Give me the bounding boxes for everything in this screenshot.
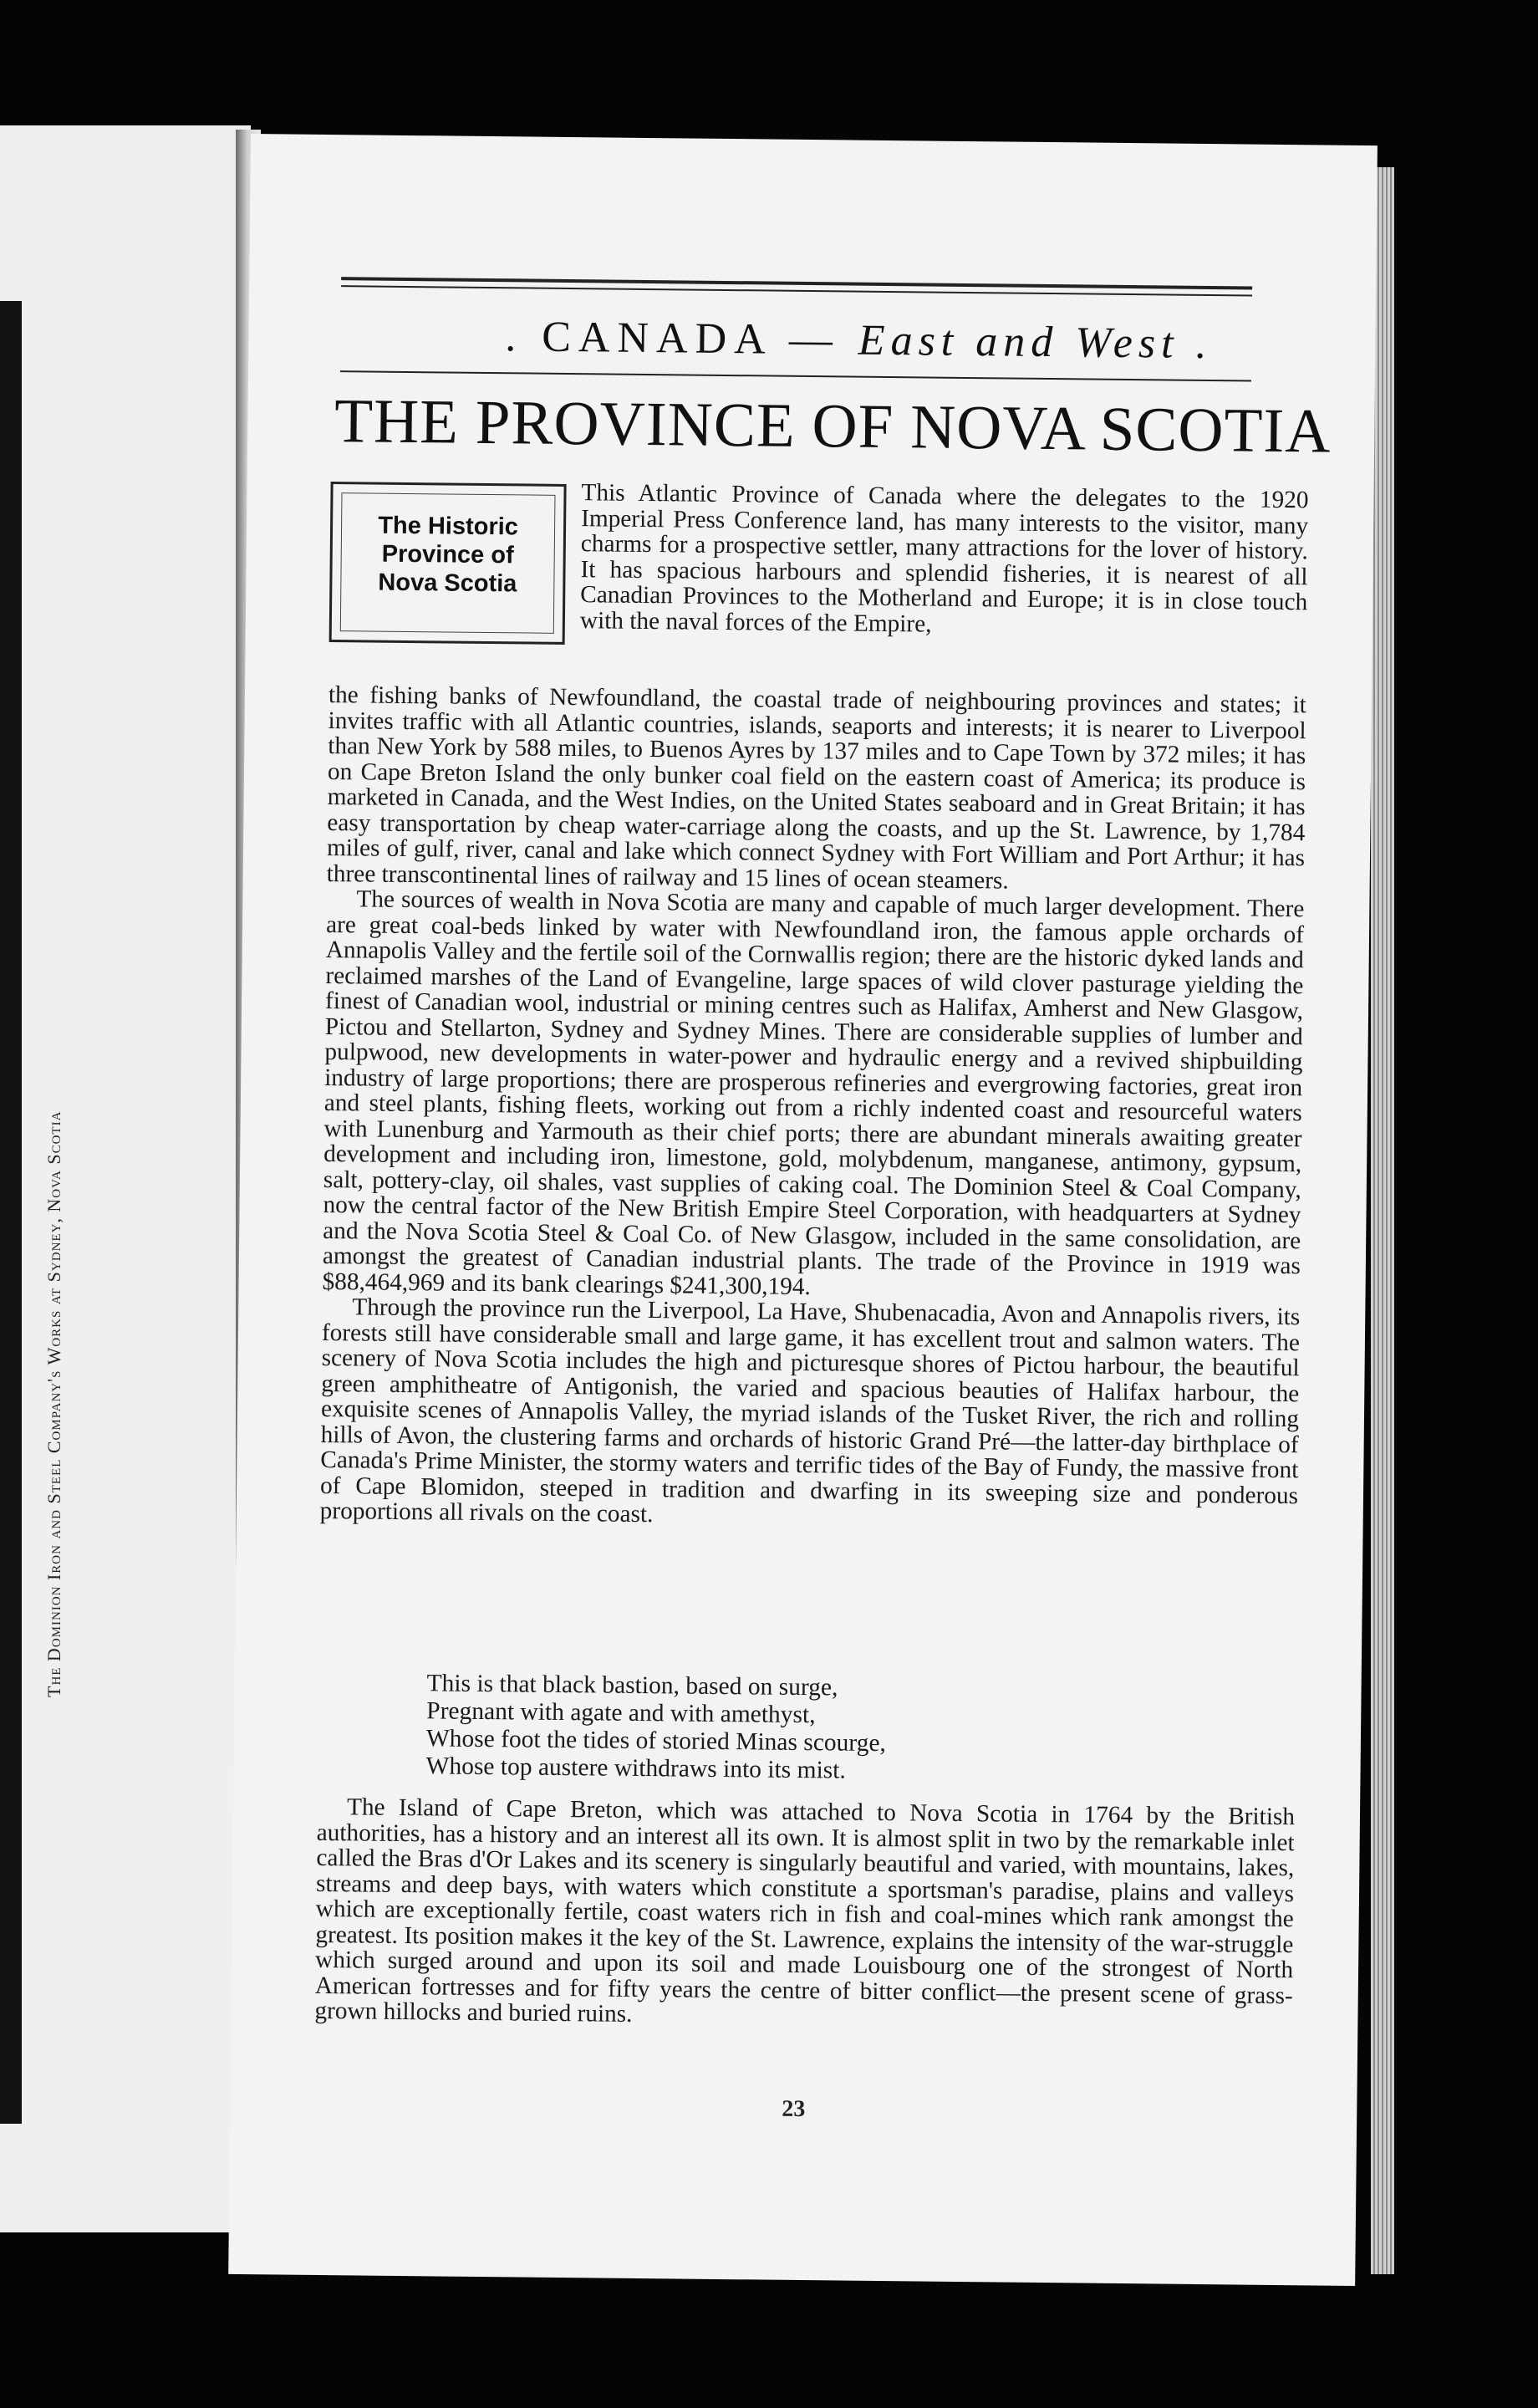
running-head <box>466 312 1252 370</box>
body-text <box>320 682 1306 1534</box>
side-note-line: Nova Scotia <box>378 569 517 598</box>
scenery-paragraph: Through the province run the Liverpool, La Have, Shubenacadia, Avon and Annapolis rivers, its forests still have considerable small and large game, it has excellent trout and salmon waters. The scenery of Nova Scotia includes the high and picturesque shores of Pictou harbour, the beautiful green amphitheatre of Antigonish, the varied and spacious beauties of Halifax harbour, the exquisite scenes of Annapolis Valley, the myriad islands of the Tusket River, the rich and rolling hills of Avon, the clustering farms and orchards of historic Grand Pré—the latter-day birthplace of Canada's Prime Minister, the stormy waters and terrific tides of the Bay of Fundy, the massive front of Cape Blomidon, steeped in tradition and dwarfing in its sweeping size and ponderous proportions all rivals on the coast. <box>319 1293 1301 1528</box>
cape-breton-text <box>314 1794 1295 2034</box>
running-head-main: . CANADA — <box>505 313 859 365</box>
intro-paragraph-rest: the fishing banks of Newfoundland, the coastal trade of neighbouring provinces and states; it invites traffic with all Atlantic countries, islands, seaports and interests; it is nearer to Liverpool than New York by 588 miles, to Buenos Ayres by 137 miles and to Cape Town by 372 miles; it has on Cape Breton Island the only bunker coal field on the eastern coast of America; its produce is marketed in Canada, and the West Indies, on the United States seaboard and in Great Britain; it has easy transportation by cheap water-carriage along the coasts, and up the St. Lawrence, by 1,784 miles of gulf, river, canal and lake which connect Sydney with Fort William and Port Arthur; it has three transcontinental lines of railway and 15 lines of ocean steamers. <box>326 681 1307 895</box>
side-note-line: The Historic <box>378 512 519 541</box>
photo-plate <box>0 301 22 2124</box>
cape-breton-paragraph: The Island of Cape Breton, which was attached to Nova Scotia in 1764 by the British authorities, has a history and an interest all its own. It is almost split in two by the remarkable inlet called the Bras d'Or Lakes and its scenery is singularly beautiful and varied, with mountains, lakes, streams and deep bays, with waters which constitute a sportsman's paradise, plains and valleys which are exceptionally fertile, coast waters rich in fish and coal-mines which rank amongst the greatest. Its position makes it the key of the St. Lawrence, explains the intensity of the war-struggle which surged around and upon its soil and made Louisbourg one of the strongest of North American fortresses and for fifty years the centre of bitter conflict—the present scene of grass-grown hillocks and buried ruins. <box>314 1793 1296 2028</box>
previous-page <box>0 125 251 2232</box>
side-note-line: Province of <box>381 540 514 569</box>
page-23 <box>228 134 1378 2286</box>
poem-quote <box>425 1670 1095 1787</box>
poem-line: This is that black bastion, based on surge, <box>426 1670 838 1701</box>
head-bottom-rule <box>340 370 1251 381</box>
poem-line: Whose top austere withdraws into its mist. <box>425 1752 846 1784</box>
intro-paragraph-top: This Atlantic Province of Canada where the delegates to the 1920 Imperial Press Conference land, has many interests to the visitor, many charms for a prospective settler, many attractions for the lover of history. It has spacious harbours and splendid fisheries, it is nearest of all Canadian Provinces to the Motherland and Europe; it is in close touch with the naval forces of the Empire, <box>579 479 1309 638</box>
sources-paragraph: The sources of wealth in Nova Scotia are many and capable of much larger development. There are great coal-beds linked by water with Newfoundland iron, the famous apple orchards of Annapolis Valley and the fertile soil of the Cornwallis region; there are the historic dyked lands and reclaimed marshes of the Land of Evangeline, large spaces of wild clover pasturage yielding the finest of Canadian wool, industrial or mining centres such as Halifax, Amherst and New Glasgow, Pictou and Stellarton, Sydney and Sydney Mines. There are considerable supplies of lumber and pulpwood, new developments in water-power and hydraulic energy and a revived shipbuilding industry of large proportions; there are prosperous refineries and evergrowing factories, great iron and steel plants, fishing fleets, working out from a richly indented coast and resourceful waters with Lunenburg and Yarmouth as their chief ports; there are abundant minerals awaiting greater development and including iron, limestone, gold, molybdenum, manganese, antimony, gypsum, salt, pottery-clay, oil shales, vast supplies of caking coal. The Dominion Steel & Coal Company, now the central factor of the New British Empire Steel Corporation, with headquarters at Sydney and the Nova Scotia Steel & Coal Co. of New Glasgow, included in the same consolidation, are amongst the greatest of Canadian industrial plants. The trade of the Province in 1919 was $88,464,969 and its bank clearings $241,300,194. <box>322 885 1305 1300</box>
running-head-italic: East and West . <box>858 316 1213 369</box>
page-edges <box>1371 167 1394 2274</box>
side-note-label <box>332 511 563 599</box>
page-number: 23 <box>782 2095 806 2123</box>
poem-line: Pregnant with agate and with amethyst, <box>426 1697 816 1729</box>
plate-caption: The Dominion Iron and Steel Company's Works at Sydney, Nova Scotia <box>43 1110 64 1697</box>
side-note-box <box>329 482 567 645</box>
poem-line: Whose foot the tides of storied Minas scourge, <box>425 1725 887 1758</box>
page-title: THE PROVINCE OF NOVA SCOTIA <box>334 386 1332 467</box>
